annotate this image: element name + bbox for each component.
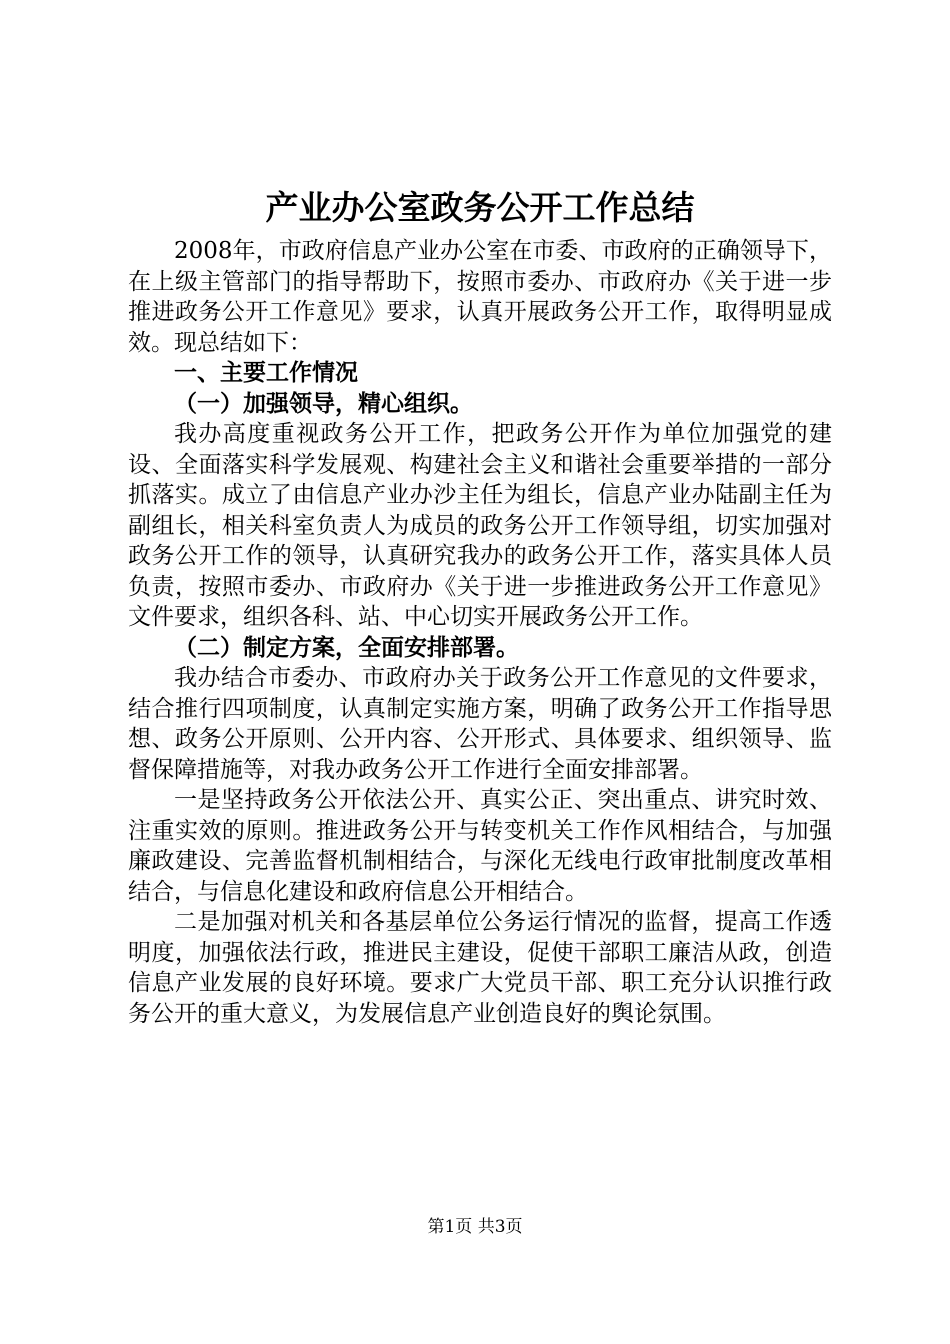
- document-page: [128, 180, 832, 1029]
- subsection-heading-leadership: （一）加强领导，精心组织。: [174, 390, 473, 417]
- point-one-paragraph: 一是坚持政务公开依法公开、真实公正、突出重点、讲究时效、注重实效的原则。推进政务公开与转变机关工作作风相结合，与加强廉政建设、完善监督机制相结合，与深化无线电行政审批制度改革相结合，与信息化建设和政府信息公开相结合。: [128, 787, 832, 905]
- document-title: 产业办公室政务公开工作总结: [265, 188, 695, 227]
- page-number-footer: 第1页 共3页: [427, 1217, 523, 1237]
- leadership-paragraph: 我办高度重视政务公开工作，把政务公开作为单位加强党的建设、全面落实科学发展观、构建社会主义和谐社会重要举措的一部分抓落实。成立了由信息产业办沙主任为组长，信息产业办陆副主任为副组长，相关科室负责人为成员的政务公开工作领导组，切实加强对政务公开工作的领导，认真研究我办的政务公开工作，落实具体人员负责，按照市委办、市政府办《关于进一步推进政务公开工作意见》文件要求，组织各科、站、中心切实开展政务公开工作。: [128, 421, 832, 630]
- intro-paragraph: 2008年，市政府信息产业办公室在市委、市政府的正确领导下，在上级主管部门的指导帮助下，按照市委办、市政府办《关于进一步推进政务公开工作意见》要求，认真开展政务公开工作，取得明显成效。现总结如下：: [128, 238, 832, 356]
- section-heading-main-work: 一、主要工作情况: [174, 360, 358, 386]
- plan-paragraph: 我办结合市委办、市政府办关于政务公开工作意见的文件要求，结合推行四项制度，认真制定实施方案，明确了政务公开工作指导思想、政务公开原则、公开内容、公开形式、具体要求、组织领导、监督保障措施等，对我办政务公开工作进行全面安排部署。: [128, 665, 832, 783]
- point-two-paragraph: 二是加强对机关和各基层单位公务运行情况的监督，提高工作透明度，加强依法行政，推进民主建设，促使干部职工廉洁从政，创造信息产业发展的良好环境。要求广大党员干部、职工充分认识推行政务公开的重大意义，为发展信息产业创造良好的舆论氛围。: [128, 909, 832, 1027]
- subsection-heading-plan: （二）制定方案，全面安排部署。: [174, 634, 519, 661]
